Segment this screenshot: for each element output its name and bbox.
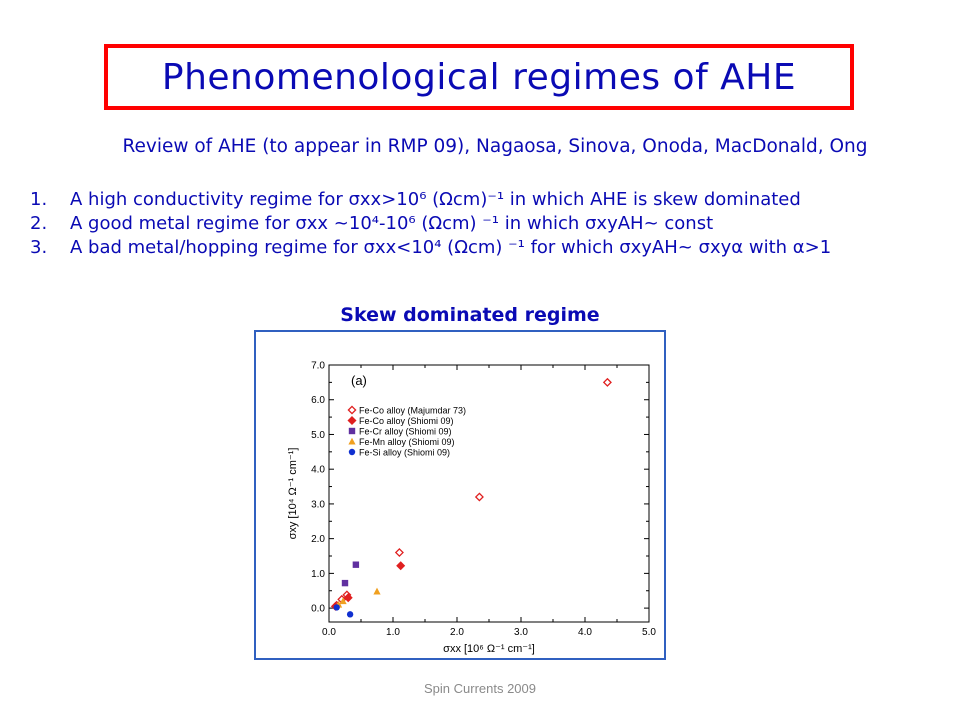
data-point — [342, 580, 348, 586]
y-tick-label: 1.0 — [311, 568, 325, 580]
chart-frame — [254, 330, 666, 660]
data-point — [397, 562, 404, 569]
x-tick-label: 3.0 — [514, 627, 528, 638]
legend-marker — [348, 417, 355, 424]
title-box — [104, 44, 854, 110]
x-tick-label: 2.0 — [450, 627, 464, 638]
data-point — [353, 561, 359, 567]
legend-label: Fe-Cr alloy (Shiomi 09) — [359, 426, 452, 437]
slide-title: Phenomenological regimes of AHE — [161, 56, 797, 98]
x-axis-label: σxx [10⁶ Ω⁻¹ cm⁻¹] — [443, 643, 535, 655]
y-axis-label: σxy [10⁴ Ω⁻¹ cm⁻¹] — [287, 447, 299, 540]
data-point — [333, 604, 339, 610]
slide-footer: Spin Currents 2009 — [423, 681, 536, 696]
legend-label: Fe-Co alloy (Majumdar 73) — [359, 405, 467, 416]
regime-number: 1. — [30, 189, 48, 210]
legend-marker — [349, 449, 355, 455]
y-tick-label: 2.0 — [311, 534, 325, 546]
y-tick-label: 4.0 — [311, 464, 325, 476]
regime-item-3 — [30, 236, 831, 260]
x-tick-label: 4.0 — [578, 627, 592, 638]
data-point — [396, 549, 403, 556]
legend-label: Fe-Si alloy (Shiomi 09) — [359, 447, 451, 458]
panel-label: (a) — [351, 373, 367, 388]
legend-label: Fe-Mn alloy (Shiomi 09) — [359, 436, 455, 447]
legend-label: Fe-Co alloy (Shiomi 09) — [359, 415, 454, 426]
chart-heading: Skew dominated regime — [340, 304, 600, 326]
legend-marker — [348, 438, 355, 445]
data-point — [347, 611, 353, 617]
y-tick-label: 5.0 — [311, 429, 325, 441]
regime-text: A bad metal/hopping regime for σxx<10⁴ (Ωcm) ⁻¹ for which σxyAH~ σxyα with α>1 — [70, 237, 832, 258]
data-point — [604, 379, 611, 386]
x-tick-label: 1.0 — [386, 627, 400, 638]
regime-number: 2. — [30, 213, 48, 234]
x-tick-label: 5.0 — [642, 627, 656, 638]
regime-number: 3. — [30, 237, 48, 258]
regime-text: A good metal regime for σxx ~10⁴-10⁶ (Ωcm) ⁻¹ in which σxyAH~ const — [70, 213, 714, 234]
plot-area — [329, 365, 649, 622]
x-tick-label: 0.0 — [322, 627, 336, 638]
scatter-chart — [256, 332, 664, 658]
slide-subtitle: Review of AHE (to appear in RMP 09), Nagaosa, Sinova, Onoda, MacDonald, Ong — [122, 136, 868, 157]
regime-list — [30, 188, 831, 260]
regime-item-2 — [30, 212, 831, 236]
regime-text: A high conductivity regime for σxx>10⁶ (Ωcm)⁻¹ in which AHE is skew dominated — [70, 189, 801, 210]
y-tick-label: 7.0 — [311, 360, 325, 372]
regime-item-1 — [30, 188, 831, 212]
legend-marker — [349, 428, 355, 434]
y-tick-label: 0.0 — [311, 603, 325, 615]
legend-marker — [348, 406, 355, 413]
y-tick-label: 3.0 — [311, 499, 325, 511]
y-tick-label: 6.0 — [311, 395, 325, 407]
data-point — [476, 493, 483, 500]
data-point — [373, 588, 380, 595]
